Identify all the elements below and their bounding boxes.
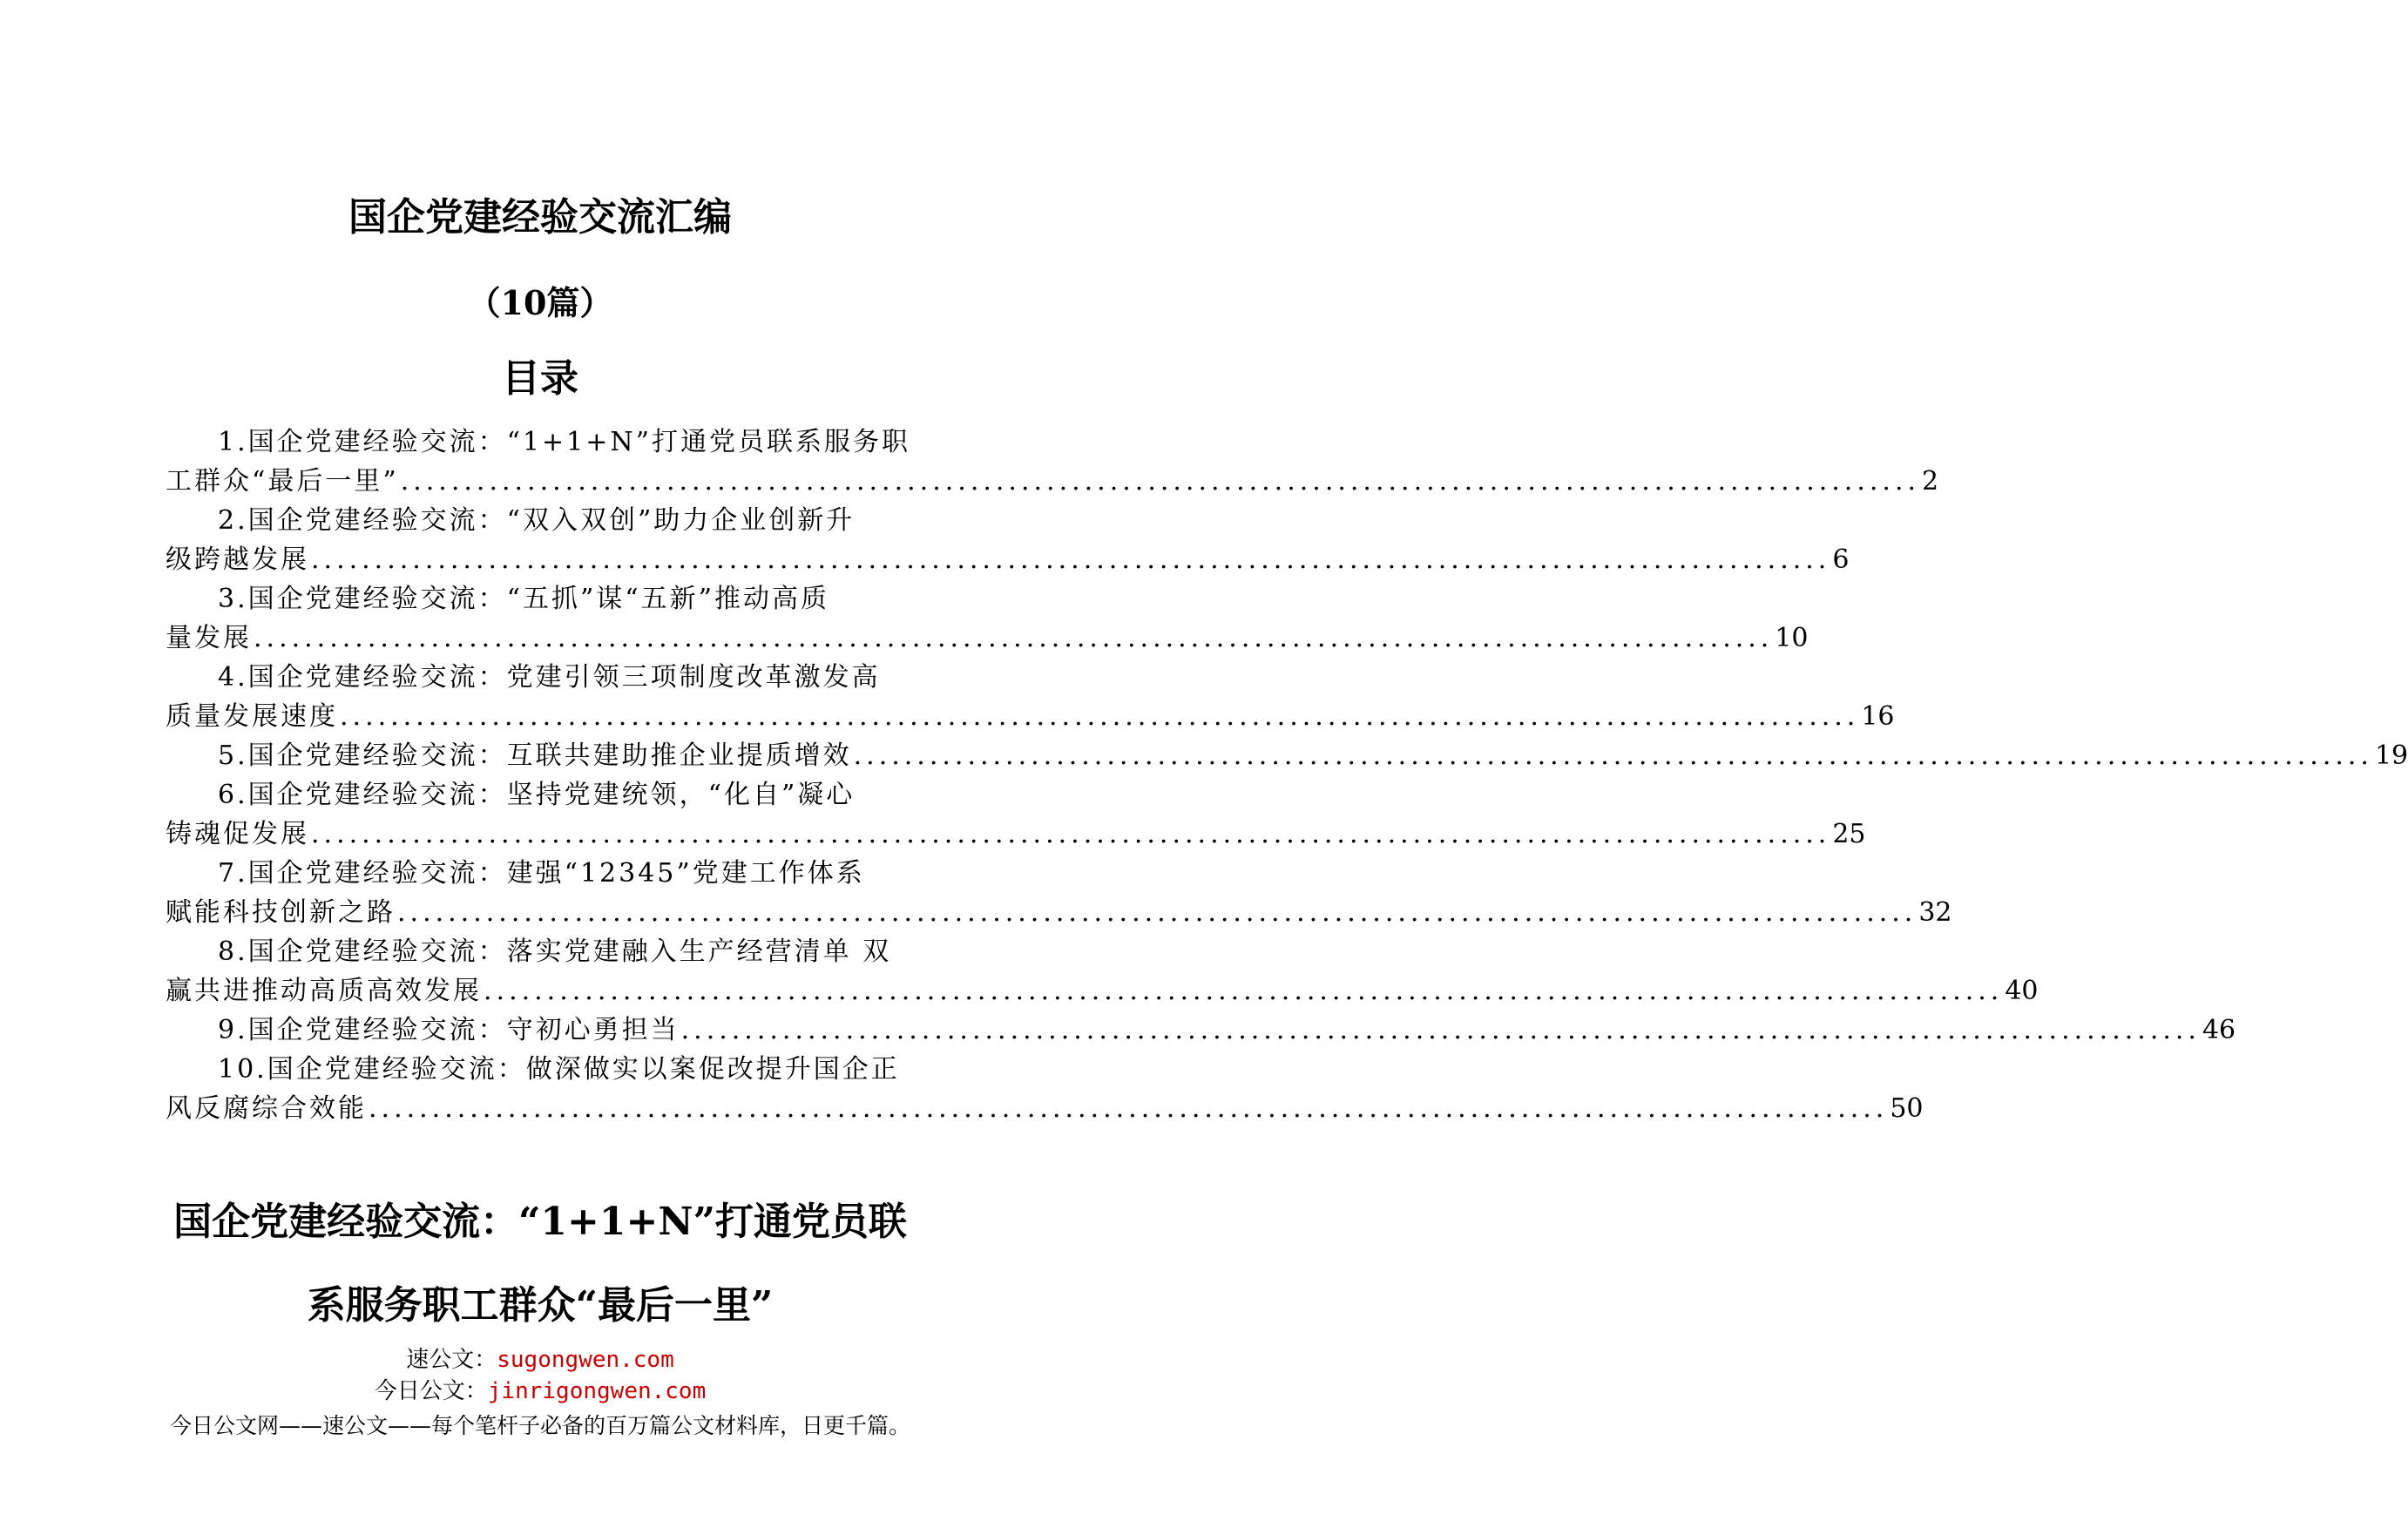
toc-entry[interactable]: [166, 423, 1939, 501]
toc-entry-title: 3.国企党建经验交流：“五抓”谋“五新”推动高质: [218, 584, 829, 614]
toc-entry[interactable]: [166, 658, 1895, 736]
dot-leader: ........................................................................................................................: [340, 701, 1860, 732]
dot-leader: ........................................................................................................................: [484, 976, 2004, 1006]
footer-slogan: 今日公文网——速公文——每个笔杆子必备的百万篇公文材料库，日更千篇。: [169, 1413, 910, 1438]
toc-entry-leader-line: [166, 971, 2039, 1011]
toc-entry-title: 8.国企党建经验交流：落实党建融入生产经营清单 双: [218, 936, 892, 967]
dot-leader: ........................................................................................................................: [853, 740, 2373, 771]
footer-label: 今日公文：: [374, 1378, 488, 1404]
toc-entry-title-continued: 赋能科技创新之路: [166, 897, 396, 928]
toc-entry[interactable]: [166, 1050, 1924, 1128]
dot-leader: ........................................................................................................................: [254, 623, 1774, 653]
toc-page-number: 25: [1832, 819, 1866, 849]
toc-entry-title: 7.国企党建经验交流：建强“12345”党建工作体系: [218, 858, 865, 889]
dot-leader: ........................................................................................................................: [397, 897, 1918, 928]
toc-entry-leader-line: [166, 736, 2408, 775]
article-title-line-2: 系服务职工群众“最后一里”: [307, 1283, 774, 1328]
toc-page-number: 2: [1922, 466, 1939, 497]
table-of-contents: [166, 423, 2408, 1128]
toc-entry[interactable]: [166, 501, 1850, 579]
toc-entry-title: 2.国企党建经验交流：“双入双创”助力企业创新升: [218, 505, 856, 536]
article-title: [131, 1180, 950, 1348]
toc-entry-title-continued: 铸魂促发展: [166, 819, 309, 849]
dot-leader: ........................................................................................................................: [311, 819, 1831, 849]
toc-entry-leader-line: [166, 1089, 1924, 1128]
toc-entry-title-continued: 赢共进推动高质高效发展: [166, 976, 482, 1006]
toc-entry[interactable]: [166, 932, 2039, 1011]
toc-entry-leader-line: [166, 540, 1850, 579]
dot-leader: ........................................................................................................................: [369, 1093, 1889, 1124]
document-subtitle: （10篇）: [467, 283, 613, 322]
toc-page-number: 16: [1861, 701, 1895, 732]
footer-sugongwen-line: [0, 1344, 1080, 1376]
toc-entry[interactable]: [166, 579, 1809, 658]
dot-leader: ........................................................................................................................: [400, 466, 1921, 497]
toc-page-number: 50: [1890, 1093, 1924, 1124]
toc-entry-title: 10.国企党建经验交流：做深做实以案促改提升国企正: [218, 1054, 900, 1085]
dot-leader: ........................................................................................................................: [680, 1015, 2201, 1045]
toc-entry-leader-line: [166, 462, 1939, 501]
toc-page-number: 32: [1918, 897, 1952, 928]
toc-entry[interactable]: [166, 1011, 2236, 1050]
toc-entry-title-continued: 量发展: [166, 623, 252, 653]
toc-heading: 目录: [502, 356, 578, 401]
toc-entry-leader-line: [166, 893, 1952, 932]
toc-page-number: 19: [2374, 740, 2408, 771]
toc-entry-title: 1.国企党建经验交流：“1+1+N”打通党员联系服务职: [218, 427, 910, 457]
dot-leader: ........................................................................................................................: [311, 544, 1831, 575]
toc-page-number: 40: [2005, 976, 2039, 1006]
toc-entry-title-continued: 风反腐综合效能: [166, 1093, 367, 1124]
footer-label: 速公文：: [406, 1347, 497, 1373]
toc-entry-title-continued: 级跨越发展: [166, 544, 309, 575]
toc-entry[interactable]: [166, 736, 2408, 775]
document-title: 国企党建经验交流汇编: [348, 195, 732, 240]
footer-url-link[interactable]: jinrigongwen.com: [487, 1378, 707, 1404]
toc-entry-leader-line: [166, 619, 1809, 658]
footer: [0, 1344, 1080, 1442]
footer-jinrigongwen-line: [0, 1376, 1080, 1407]
toc-entry[interactable]: [166, 775, 1866, 854]
toc-entry-title-continued: 质量发展速度: [166, 701, 338, 732]
toc-page-number: 10: [1775, 623, 1809, 653]
toc-entry-title: 6.国企党建经验交流：坚持党建统领，“化自”凝心: [218, 780, 856, 810]
toc-entry[interactable]: [166, 854, 1952, 932]
toc-entry-leader-line: [166, 815, 1866, 854]
toc-entry-title-continued: 工群众“最后一里”: [166, 466, 399, 497]
toc-entry-leader-line: [166, 697, 1895, 736]
toc-entry-title: 4.国企党建经验交流：党建引领三项制度改革激发高: [218, 662, 881, 693]
toc-entry-title-continued: 9.国企党建经验交流：守初心勇担当: [218, 1015, 680, 1045]
toc-entry-title-continued: 5.国企党建经验交流：互联共建助推企业提质增效: [218, 740, 852, 771]
article-title-line-1: 国企党建经验交流：“1+1+N”打通党员联: [173, 1200, 907, 1244]
toc-page-number: 6: [1832, 544, 1850, 575]
footer-url-link[interactable]: sugongwen.com: [497, 1347, 674, 1373]
toc-entry-leader-line: [166, 1011, 2236, 1050]
toc-page-number: 46: [2202, 1015, 2236, 1045]
